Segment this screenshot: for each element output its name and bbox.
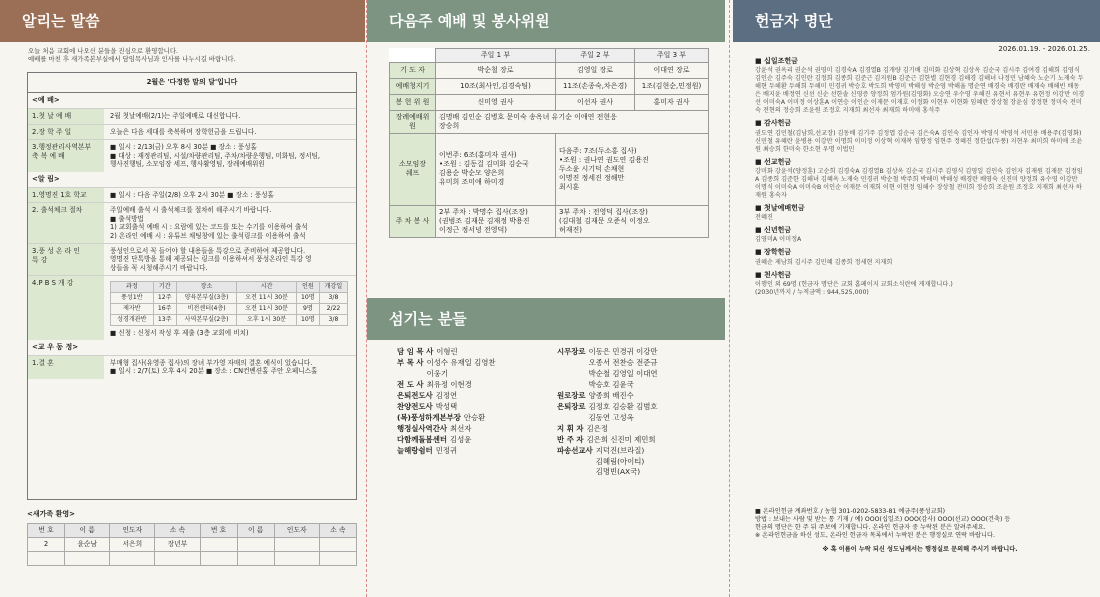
pbs-header: 인원 xyxy=(296,282,319,293)
new-family-cell: 서은희 xyxy=(110,537,155,551)
donor-names: 강윤석 권옥리 권순석 권영미 김경숙A 김경열B 김개량 김기배 김미화 김상혁 김상옥 김순국 김시주 김여경 김해희 김영식 김인순 김주숙 김인란 김정희 김종희 김준근 김지원B 김준근 김한별 김현경 김해경 김해녀 나정민 남혜숙 노순기 노재숙 두해현 두해환 두해희 두해미 민경귀 박승호 박도희 박영미 박해성 박순영 박해율 명순연 배경숙 배경란 배재숙 배해빈 배동은 배지윤 배정연 신선 신순 선한솔 신영증 양정희 엄가원(김영화) 오승연 우수영 우해진 유현서 유현우 유현정 이강만 이경선 이미숙A 이미정 이상훈A 이연승 이인순 이재문 이재호 이정화 이현우 이현화 임혜란 장상철 장윤심 장정현 정미숙 전미숙 전현의 정승희 조윤원 조정호 지재희 최선자 최재희 하미애 홍석주 xyxy=(755,67,1085,115)
pbs-cell: 성경개관반 xyxy=(111,314,154,325)
servant-names: 이형린 xyxy=(436,347,458,356)
worship-role: 봉 헌 위 원 xyxy=(390,94,436,110)
new-family-title: <새가족 환영> xyxy=(27,510,75,518)
worship-table xyxy=(389,48,709,238)
donor-group xyxy=(755,226,1085,244)
servant-row xyxy=(397,391,557,402)
servant-names: 김정연 xyxy=(435,390,458,400)
new-family-section xyxy=(27,510,357,566)
pbs-header: 시간 xyxy=(237,282,296,293)
donor-names: 권혜순 제남희 김시주 김민혜 김종희 정세현 지재희 xyxy=(755,258,893,266)
donor-group-title: ■ 첫날예배헌금 xyxy=(755,204,805,213)
new-family-header: 번 호 xyxy=(28,523,65,537)
pbs-cell: 풍성1반 xyxy=(111,293,154,304)
announcements-header: 알리는 말씀 xyxy=(0,0,365,42)
servant-row xyxy=(557,435,717,446)
new-family-row xyxy=(28,551,357,565)
worship-header: 다음주 예배 및 봉사위원 xyxy=(367,0,725,42)
servant-row xyxy=(557,402,717,424)
announcement-sections xyxy=(28,93,356,379)
pbs-row xyxy=(111,293,348,304)
new-family-cell xyxy=(155,551,200,565)
row-text: ■ 일시 : 다음 주일(2/8) 오후 2시 30분 ■ 장소 : 풍성홀 xyxy=(110,190,274,199)
pbs-cell: 12주 xyxy=(153,293,176,304)
announcement-row xyxy=(28,202,356,243)
worship-cell: 10조(최사인,김경숙팀) xyxy=(436,78,556,94)
intro-text xyxy=(0,42,365,63)
donor-group xyxy=(755,158,1085,200)
week-header: 주일 3 부 xyxy=(634,49,708,63)
servant-role: 시무장로 xyxy=(557,347,586,356)
online-offering xyxy=(755,508,1085,554)
servant-role: 부 목 사 xyxy=(397,357,424,367)
donor-group xyxy=(755,119,1085,153)
servant-row xyxy=(397,413,557,424)
servant-row xyxy=(397,402,557,413)
servant-role: 은퇴장로 xyxy=(557,401,586,411)
row-text: ■ 일시 : 2/13(금) 오후 8시 30분 ■ 장소 : 풍성홀 ■ 대상 : 재정관리팀, 시설/차량관리팀, 주차/차량운행팀, 미화팀, 정서팀, 행사진행팀, 소모임장 세프, 행사활영팀, 장례예배위원 xyxy=(110,143,321,169)
donor-group-title: ■ 천사헌금 xyxy=(755,270,792,279)
pbs-note: ■ 신청 : 신청서 작성 후 제출 (3층 교회에 비치) xyxy=(110,328,249,337)
donor-names: 권도연 김민철(김남희,선교장) 김동배 김기주 김정엽 김순국 김은숙A 김인숙 김인자 박영식 박영석 서민용 배용주(김영화) 신민철 유혜란 윤병용 이강만 이명희 이미정 이상혁 이재복 임향정 임현주 정혜진 정한섭(두풍) 지현우 최미희 하미애 조윤원 최승희 한미숙 한소현 우명 이법민 xyxy=(755,129,1083,153)
donor-group xyxy=(755,248,1085,266)
section-title: <알 림> xyxy=(32,174,60,183)
servant-role: 전 도 사 xyxy=(397,379,424,389)
row-label: 2.장 학 주 일 xyxy=(28,125,104,140)
row-text: 오늘은 다음 세대를 축복하며 장학헌금을 드립니다. xyxy=(110,127,257,136)
kitchen-this-week: 이번주: 6조(홍미자 권사) •조원 : 김동걸 김미화 김순국 김용순 박순모 양은희 유미희 조미애 하미경 xyxy=(436,133,556,205)
row-text: 부매형 집사(유영종 집사)의 장녀 부가영 자매의 결혼 예식이 있습니다. ■ 일시 : 2/7(토) 오후 4시 20분 ■ 장소 : CN컨벤션홀 주안 오페니스홀 xyxy=(110,358,318,376)
servant-row xyxy=(557,391,717,402)
new-family-cell xyxy=(274,537,319,551)
donor-group-title: ■ 감사헌금 xyxy=(755,119,792,128)
worship-cell: 박순철 장로 xyxy=(436,62,556,78)
servant-row xyxy=(557,446,717,479)
row-text: 주일예배 출석 시 출석체크를 절차히 해주시기 바랍니다. ■ 출석방법 1) 교회출석 예배 시 : 요람에 있는 코드를 또는 수기를 이용하여 출석 2) 온라인 예배 시 : 유튜브 채팅창에 있는 출석링크를 이용하여 출석 xyxy=(110,206,308,240)
donor-group-title: ■ 십일조헌금 xyxy=(755,57,798,65)
worship-cell: 김영일 장로 xyxy=(556,62,635,78)
pbs-cell: 9명 xyxy=(296,303,319,314)
announcement-row xyxy=(28,139,356,171)
row-label: 4.P B S 개 강 xyxy=(28,276,104,340)
new-family-header: 소 속 xyxy=(319,523,356,537)
row-label: 2. 출석체크 절차 xyxy=(28,203,104,243)
servant-role: 반 주 자 xyxy=(557,434,584,444)
new-family-cell xyxy=(319,551,356,565)
new-family-cell xyxy=(110,551,155,565)
parking-2nd: 2부 주차 : 박명수 집사(조장) (권범조 김재문 김재정 박용진 이정근 정서녕 전영덕) xyxy=(436,205,556,237)
announcements-column xyxy=(0,0,365,597)
servant-role: 은퇴전도사 xyxy=(397,390,433,400)
pbs-cell: 오전 11시 30분 xyxy=(237,303,296,314)
servant-names: 최선자 xyxy=(449,423,472,433)
pbs-cell: 10명 xyxy=(296,293,319,304)
corner-cell xyxy=(390,49,436,63)
new-family-cell: 장년부 xyxy=(155,537,200,551)
row-label: 1.결 혼 xyxy=(28,356,104,379)
row-label: 3.행정관리사역본부 축 복 예 배 xyxy=(28,140,104,171)
servants-right xyxy=(557,347,717,478)
servant-row xyxy=(397,435,557,446)
donor-group-title: ■ 장학헌금 xyxy=(755,248,792,257)
servant-row xyxy=(397,358,557,380)
worship-cell: 신미영 권사 xyxy=(436,94,556,110)
new-family-header: 번 호 xyxy=(200,523,237,537)
section-title: <교 우 동 정> xyxy=(32,342,79,351)
pbs-cell: 10명 xyxy=(296,314,319,325)
servant-role: 다함께돌봄센터 xyxy=(397,434,447,444)
pbs-cell: 2/22 xyxy=(319,303,347,314)
announcement-row xyxy=(28,124,356,140)
pbs-cell: 오후 1시 30분 xyxy=(237,314,296,325)
pbs-header: 장소 xyxy=(176,282,237,293)
servant-names: 민정귀 xyxy=(435,445,458,455)
announcement-row xyxy=(28,108,356,124)
new-family-cell xyxy=(274,551,319,565)
parking-row xyxy=(390,205,709,237)
worship-role: 기 도 자 xyxy=(390,62,436,78)
donor-group xyxy=(755,57,1085,115)
worship-role: 예배청지기 xyxy=(390,78,436,94)
new-family-row xyxy=(28,537,357,551)
new-family-header: 소 속 xyxy=(155,523,200,537)
pbs-row xyxy=(111,314,348,325)
servant-role: 행정실사역간사 xyxy=(397,423,447,433)
omission-note: ※ 혹 이름이 누락 되신 성도님께서는 행정실로 문의해 주시기 바랍니다. xyxy=(822,545,1018,553)
week-header: 주일 2 부 xyxy=(556,49,635,63)
servant-names: 김정호 김승환 김범호 김동연 고성옥 xyxy=(588,401,658,422)
funeral-label: 장례예배위원 xyxy=(390,110,436,133)
servants-header-wrap xyxy=(367,298,725,340)
pbs-cell: 3/8 xyxy=(319,293,347,304)
pbs-cell: 비전센터(4층) xyxy=(176,303,237,314)
month-theme: 2월은 '다정한 말의 달'입니다 xyxy=(28,73,356,93)
announcement-row xyxy=(28,187,356,203)
servant-role: 지 휘 자 xyxy=(557,423,584,433)
new-family-cell xyxy=(200,551,237,565)
row-label: 3.풍 성 온 라 인 특 강 xyxy=(28,244,104,275)
servant-role: 원로장로 xyxy=(557,390,586,400)
donor-names: 김영미A 이미정A xyxy=(755,236,802,244)
pbs-header: 개강일 xyxy=(319,282,347,293)
kitchen-label: 소모임장 쉐프 xyxy=(390,133,436,205)
row-text: 2월 첫날예배(2/1)는 주일예배로 대신합니다. xyxy=(110,111,241,120)
servant-role: (복)풍성하게본부장 xyxy=(397,412,461,422)
kitchen-row xyxy=(390,133,709,205)
donor-groups xyxy=(755,57,1085,301)
servant-row xyxy=(397,424,557,435)
servants-header: 섬기는 분들 xyxy=(367,298,725,340)
row-label: 1.첫 날 예 배 xyxy=(28,109,104,124)
donor-group-title: ■ 선교헌금 xyxy=(755,157,792,166)
servants-left xyxy=(397,347,557,478)
servant-names: 양종희 배진수 xyxy=(588,390,634,400)
parking-3rd: 3부 주차 : 전영덕 집사(조장) (김대철 김재문 오준식 이정오 허재진) xyxy=(556,205,709,237)
new-family-cell xyxy=(65,551,110,565)
offering-header: 헌금자 명단 xyxy=(733,0,1100,42)
new-family-cell xyxy=(319,537,356,551)
pbs-header: 과정 xyxy=(111,282,154,293)
row-text: 풍성인으로서 꼭 들어야 할 내용들을 특강으로 준비하여 제공합니다. 영명진 단톡방을 통해 제공되는 링크를 이용하셔서 풍성온라인 특강 영 상들을 꼭 시청해주시기 바랍니다. xyxy=(110,247,312,272)
servant-names: 이성수 유재일 김영찬 이웅기 xyxy=(426,357,496,378)
pbs-cell: 사역본부실(2층) xyxy=(176,314,237,325)
donor-group xyxy=(755,204,1085,222)
announcement-row xyxy=(28,275,356,340)
pbs-cell: 16주 xyxy=(153,303,176,314)
servant-row xyxy=(557,347,717,391)
offering-column xyxy=(733,0,1100,597)
new-family-header: 이 름 xyxy=(65,523,110,537)
donor-group xyxy=(755,271,1085,297)
week-header: 주일 1 부 xyxy=(436,49,556,63)
kitchen-next-week: 다음주: 7조(두소홍 집사) •조원 : 권나연 권도연 김용진 두소윤 시기덕 손채현 이명진 정세진 정해만 최시훈 xyxy=(556,133,709,205)
pbs-cell: 3/8 xyxy=(319,314,347,325)
servant-names: 김은희 신진미 제민희 xyxy=(586,434,656,444)
intro-line: 오늘 처음 교회에 나오신 분들을 진심으로 환영합니다. xyxy=(28,47,179,55)
servant-row xyxy=(397,347,557,358)
new-family-cell: 윤순남 xyxy=(65,537,110,551)
parking-label: 주 차 봉 사 xyxy=(390,205,436,237)
worship-cell: 1조(김현순,민정원) xyxy=(634,78,708,94)
new-family-table xyxy=(27,523,357,566)
worship-cell: 11조(손종숙,차은경) xyxy=(556,78,635,94)
pbs-cell: 오전 11시 30분 xyxy=(237,293,296,304)
servant-names: 김성윤 xyxy=(449,434,472,444)
servant-names: 지덕진(브라질) 김혜림(아이티) 김명빈(AX국) xyxy=(595,445,645,477)
servant-row xyxy=(557,424,717,435)
servant-names: 최유정 이현경 xyxy=(426,379,472,389)
pbs-block xyxy=(110,281,350,337)
worship-row xyxy=(390,78,709,94)
pbs-row xyxy=(111,303,348,314)
new-family-header: 이 름 xyxy=(237,523,274,537)
divider xyxy=(729,0,730,597)
donor-names: 전혜진 xyxy=(755,214,773,222)
worship-cell: 이선자 권사 xyxy=(556,94,635,110)
row-text xyxy=(104,276,356,340)
pbs-cell: 양육본부실(3층) xyxy=(176,293,237,304)
row-label: 1.영명진 1호 학교 xyxy=(28,188,104,203)
account-info: ■ 온라인헌금 계좌번호 / 농협 301-0202-5833-81 예금주(풍성교회) 방법 : 보내는 사람 및 받는 통 기재 / 예) OOO(십일조) OOO(감사) OOO(선교) OOO(건축) 등 헌금의 명단은 한 주 뒤 주보에 기재합니다. 온라인 헌금자 중 누락된 분은 알려주세요. ※ 온라인헌금을 하신 성도, 온라인 헌금자 목록에서 누락된 분은 행정실로 연락 바랍니다. xyxy=(755,508,1011,539)
donor-group-title: ■ 신년헌금 xyxy=(755,226,792,235)
pbs-table xyxy=(110,281,348,325)
new-family-cell xyxy=(28,551,65,565)
worship-cell: 이대연 장로 xyxy=(634,62,708,78)
servant-names: 안승환 xyxy=(463,412,486,422)
announcement-row xyxy=(28,243,356,275)
new-family-header: 인도자 xyxy=(274,523,319,537)
worship-cell: 홍미자 권사 xyxy=(634,94,708,110)
new-family-cell xyxy=(237,537,274,551)
worship-row xyxy=(390,62,709,78)
servant-names: 이동은 민경귀 이강만 오종서 전찬승 전준규 박순철 김영일 이대연 박승호 김윤국 xyxy=(588,347,658,389)
new-family-header: 인도자 xyxy=(110,523,155,537)
servants-list xyxy=(397,347,717,478)
pbs-cell: 제자반 xyxy=(111,303,154,314)
funeral-names: 김명배 김인순 김병호 문미숙 송옥녀 유기순 이애연 전현응 장승희 xyxy=(436,110,709,133)
intro-line: 예배를 마친 후 새가족본부실에서 담임목사님과 인사를 나누시길 바랍니다. xyxy=(28,55,236,64)
donor-names: 강미화 강윤석(양정훈) 고순희 김경숙A 김경열B 김상옥 김순국 김시주 김영식 김영일 김인숙 김인자 김재원 김재문 김정임A 김종희 김준한 김해녀 김혜옥 노재숙 민경귀 박순철 박주희 박해미 박해성 배경란 배영숙 신진미 양정희 유수영 이강만 이명식 이미숙A 이미숙B 이인순 이재문 이재희 이현 이현정 임해수 장상철 전미희 정승희 조윤원 조정호 지재희 최선자 하재원 홍숙자 xyxy=(755,167,1083,200)
worship-column xyxy=(367,0,725,597)
announcement-row xyxy=(28,355,356,379)
servant-role: 늘해랑쉼터 xyxy=(397,445,433,455)
funeral-row xyxy=(390,110,709,133)
servant-row xyxy=(397,380,557,391)
new-family-cell: 2 xyxy=(28,537,65,551)
new-family-cell xyxy=(237,551,274,565)
pbs-cell: 13주 xyxy=(153,314,176,325)
servant-role: 파송선교사 xyxy=(557,445,593,455)
donor-names: 이행인 외 69명 (헌금자 명단은 교회 홈페이지 교회소식란에 게재합니다.) (2030년까지 / 누적금액 : 944,525,000) xyxy=(755,280,953,296)
servant-role: 찬양전도사 xyxy=(397,401,433,411)
new-family-cell xyxy=(200,537,237,551)
servant-row xyxy=(397,446,557,457)
servant-names: 박성택 xyxy=(435,401,458,411)
servant-role: 담 임 목 사 xyxy=(397,347,434,356)
announcement-box xyxy=(27,72,357,500)
date-range: 2026.01.19. - 2026.01.25. xyxy=(998,45,1090,53)
servant-names: 김은정 xyxy=(586,423,608,433)
section-title: <예 배> xyxy=(32,96,60,104)
worship-row xyxy=(390,94,709,110)
pbs-header: 기간 xyxy=(153,282,176,293)
